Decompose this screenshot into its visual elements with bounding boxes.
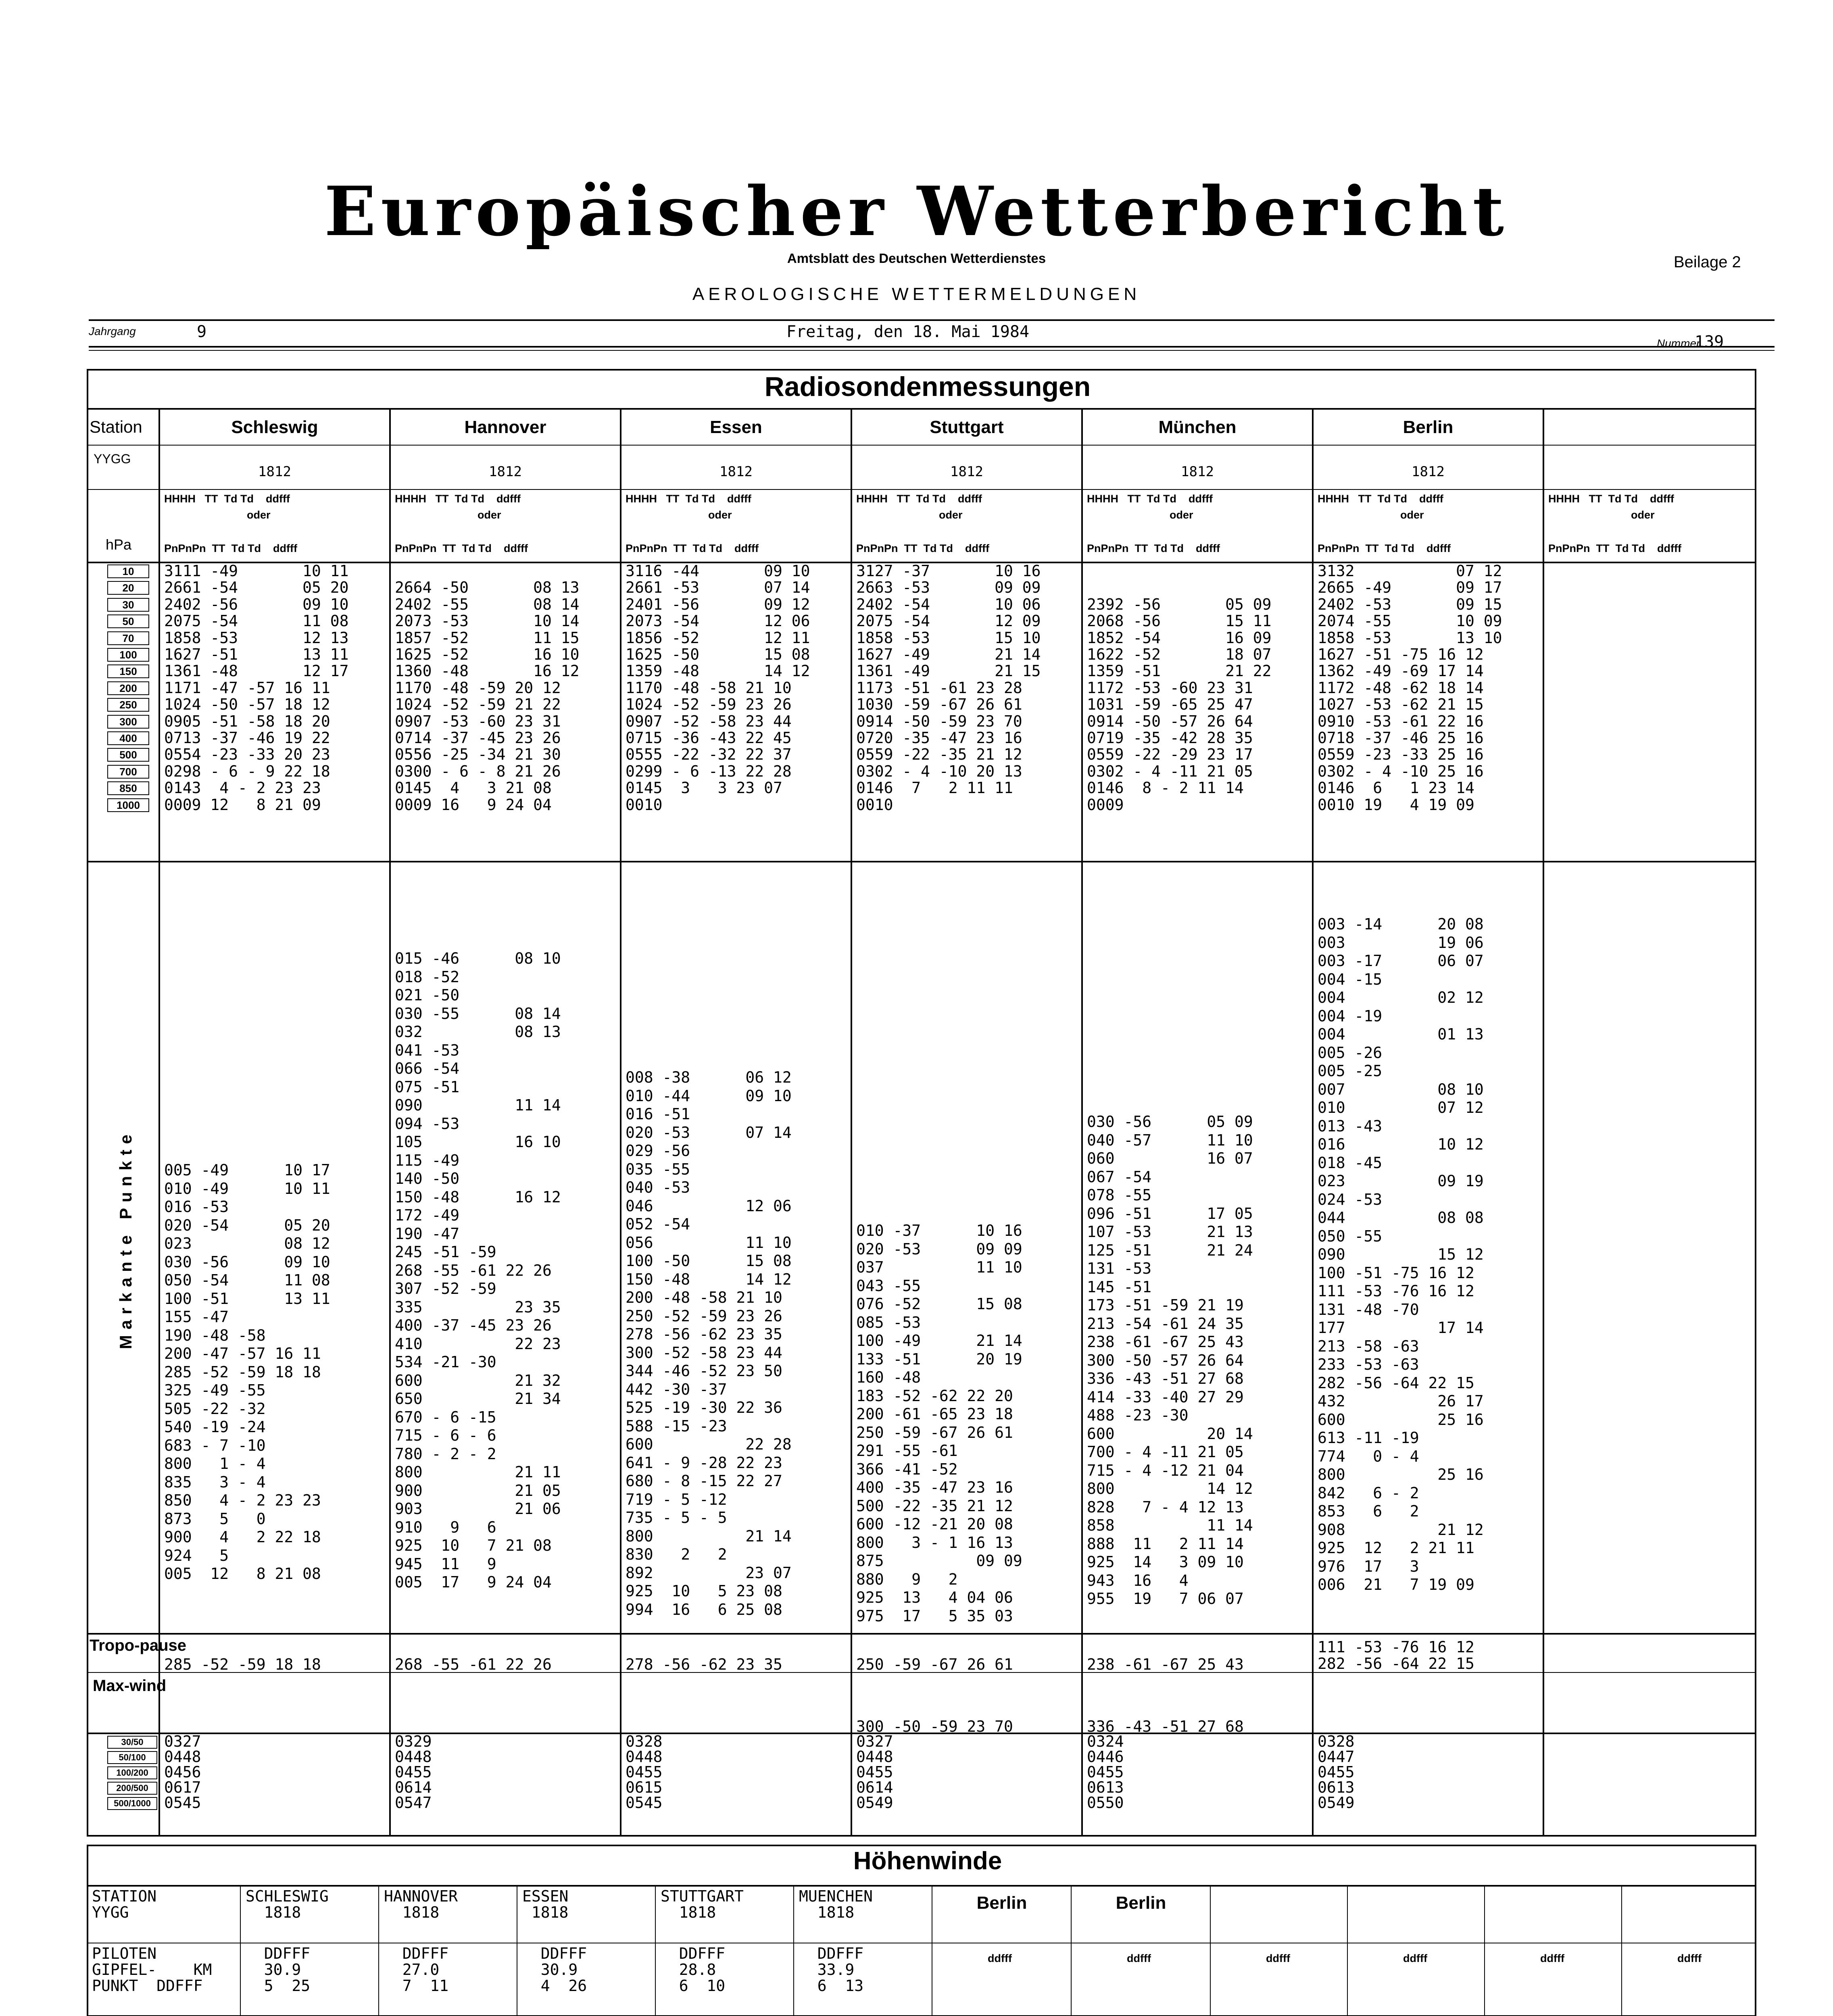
maxwind-data: 300 -50 -59 23 70 xyxy=(856,1718,1013,1735)
hw-station: MUENCHEN 1818 xyxy=(799,1887,873,1921)
hw-ddfff-header: ddfff xyxy=(1540,1952,1564,1964)
level-label: 20 xyxy=(107,581,149,595)
page-title: Europäischer Wetterbericht xyxy=(324,171,1509,251)
level-label: 30 xyxy=(107,598,149,612)
column-header-pnpn: PnPnPn TT Td Td ddfff xyxy=(1087,542,1220,554)
station-name: Essen xyxy=(710,417,762,437)
column-header-oder: oder xyxy=(939,509,963,521)
subtitle: Amtsblatt des Deutschen Wetterdienstes xyxy=(787,251,1046,266)
markante-punkte-data: 003 -14 20 08 003 19 06 003 -17 06 07 004 -15 004 02 12 004 -19 004 01 13 005 -26 005 -25 007 08 10 010 07 12 013 -43 016 10 12 018 -45 023 09 19 024 -53 044 08 08 050 -55 090 15 12 100 -51 -75 16 12 111 -53 -76 16 12 131 -48 -70 177 17 14 213 -58 -63 233 -53 -63 282 -56 -64 22 15 432 26 17 600 25 16 613 -11 -19 774 0 - 4 800 25 16 842 6 - 2 853 6 2 908 21 12 925 12 2 21 11 976 17 3 006 21 7 19 09 xyxy=(1318,915,1484,1593)
station-label: Station xyxy=(90,417,142,436)
section-heading: AEROLOGISCHE WETTERMELDUNGEN xyxy=(692,284,1141,304)
level-label: 500 xyxy=(107,748,149,762)
markante-punkte-data: 015 -46 08 10 018 -52 021 -50 030 -55 08 14 032 08 13 041 -53 066 -54 075 -51 090 11 14 094 -53 105 16 10 115 -49 140 -50 150 -48 16 12 172 -49 190 -47 245 -51 -59 268 -55 -61 22 26 307 -52 -59 335 23 35 400 -37 -45 23 26 410 22 23 534 -21 -30 600 21 32 650 21 34 670 - 6 -15 715 - 6 - 6 780 - 2 - 2 800 21 11 900 21 05 903 21 06 910 9 6 925 10 7 21 08 945 11 9 005 17 9 24 04 xyxy=(395,950,561,1591)
level-label: 1000 xyxy=(107,798,149,812)
hw-gipfel: DDFFF 27.0 7 11 xyxy=(402,1945,449,1995)
hw-gipfel: DDFFF 30.9 5 25 xyxy=(264,1945,311,1995)
level-label: 700 xyxy=(107,765,149,779)
hw-ddfff-header: ddfff xyxy=(1677,1952,1702,1964)
tropopause-data: 278 -56 -62 23 35 xyxy=(626,1656,782,1673)
level-label: 150 xyxy=(107,664,149,678)
layer-thickness-data: 0329 0448 0455 0614 0547 xyxy=(395,1733,432,1812)
station-time: 1812 xyxy=(1181,464,1214,480)
nummer-label: Nummer xyxy=(1657,337,1700,350)
column-header-oder: oder xyxy=(247,509,271,521)
layer-label: 100/200 xyxy=(107,1766,157,1779)
level-label: 50 xyxy=(107,614,149,628)
markante-punkte-data: 005 -49 10 17 010 -49 10 11 016 -53 020 -54 05 20 023 08 12 030 -56 09 10 050 -54 11 08 100 -51 13 11 155 -47 190 -48 -58 200 -47 -57 16 11 285 -52 -59 18 18 325 -49 -55 505 -22 -32 540 -19 -24 683 - 7 -10 800 1 - 4 835 3 - 4 850 4 - 2 23 23 873 5 0 900 4 2 22 18 924 5 005 12 8 21 08 xyxy=(164,1161,330,1583)
hw-station-label: STATION YYGG xyxy=(92,1887,157,1921)
nummer-value: 139 xyxy=(1695,333,1724,351)
hw-station: SCHLESWIG 1818 xyxy=(246,1887,329,1921)
level-label: 250 xyxy=(107,698,149,712)
hw-station-berlin: Berlin xyxy=(976,1893,1027,1913)
standard-levels-data: 3111 -49 10 11 2661 -54 05 20 2402 -56 09 10 2075 -54 11 08 1858 -53 12 13 1627 -51 13 11 1361 -48 12 17 1171 -47 -57 16 11 1024 -50 -57 18 12 0905 -51 -58 18 20 0713 -37 -46 19 22 0554 -23 -33 20 23 0298 - 6 - 9 22 18 0143 4 - 2 23 23 0009 12 8 21 09 xyxy=(164,562,349,814)
markante-punkte-data: 008 -38 06 12 010 -44 09 10 016 -51 020 -53 07 14 029 -56 035 -55 040 -53 046 12 06 052 -54 056 11 10 100 -50 15 08 150 -48 14 12 200 -48 -58 21 10 250 -52 -59 23 26 278 -56 -62 23 35 300 -52 -58 23 44 344 -46 -52 23 50 442 -30 -37 525 -19 -30 22 36 588 -15 -23 600 22 28 641 - 9 -28 22 23 680 - 8 -15 22 27 719 - 5 -12 735 - 5 - 5 800 21 14 830 2 2 892 23 07 925 10 5 23 08 994 16 6 25 08 xyxy=(626,1068,792,1618)
level-label: 70 xyxy=(107,631,149,645)
yygg-label: YYGG xyxy=(94,452,131,466)
hw-ddfff-header: ddfff xyxy=(1403,1952,1427,1964)
layer-label: 500/1000 xyxy=(107,1797,157,1810)
standard-levels-data: 3127 -37 10 16 2663 -53 09 09 2402 -54 10 06 2075 -54 12 09 1858 -53 15 10 1627 -49 21 14 1361 -49 21 15 1173 -51 -61 23 28 1030 -59 -67 26 61 0914 -50 -59 23 70 0720 -35 -47 23 16 0559 -22 -35 21 12 0302 - 4 -10 20 13 0146 7 2 11 11 0010 xyxy=(856,562,1041,814)
column-header-hhhh: HHHH TT Td Td ddfff xyxy=(626,493,751,505)
level-label: 400 xyxy=(107,731,149,745)
column-header-hhhh: HHHH TT Td Td ddfff xyxy=(1087,493,1213,505)
column-header-pnpn: PnPnPn TT Td Td ddfff xyxy=(856,542,989,554)
column-header-hhhh: HHHH TT Td Td ddfff xyxy=(395,493,521,505)
hw-gipfel: DDFFF 33.9 6 13 xyxy=(817,1945,864,1995)
tropopause-label: Tropo-pause xyxy=(90,1637,187,1654)
layer-thickness-data: 0327 0448 0455 0614 0549 xyxy=(856,1733,893,1812)
markante-punkte-label: Markante Punkte xyxy=(116,1129,135,1350)
station-name: Hannover xyxy=(464,417,546,437)
level-label: 200 xyxy=(107,681,149,695)
hw-gipfel: DDFFF 30.9 4 26 xyxy=(540,1945,587,1995)
tropopause-data: 111 -53 -76 16 12 282 -56 -64 22 15 xyxy=(1318,1638,1474,1673)
station-time: 1812 xyxy=(719,464,753,480)
column-header-hhhh: HHHH TT Td Td ddfff xyxy=(164,493,290,505)
level-label: 850 xyxy=(107,781,149,795)
layer-thickness-data: 0328 0447 0455 0613 0549 xyxy=(1318,1733,1355,1812)
station-name: München xyxy=(1158,417,1237,437)
station-time: 1812 xyxy=(258,464,291,480)
issue-date: Freitag, den 18. Mai 1984 xyxy=(786,323,1030,341)
station-name: Berlin xyxy=(1403,417,1453,437)
tropopause-data: 268 -55 -61 22 26 xyxy=(395,1656,552,1673)
column-header-pnpn: PnPnPn TT Td Td ddfff xyxy=(1548,542,1681,554)
layer-label: 30/50 xyxy=(107,1736,157,1749)
tropopause-data: 285 -52 -59 18 18 xyxy=(164,1656,321,1673)
column-header-pnpn: PnPnPn TT Td Td ddfff xyxy=(626,542,759,554)
hw-piloten-label: PILOTEN GIPFEL- KM PUNKT DDFFF xyxy=(92,1945,212,1995)
level-label: 100 xyxy=(107,648,149,662)
station-time: 1812 xyxy=(1412,464,1445,480)
column-header-oder: oder xyxy=(708,509,732,521)
hw-gipfel: DDFFF 28.8 6 10 xyxy=(679,1945,726,1995)
hw-station: STUTTGART 1818 xyxy=(661,1887,744,1921)
column-header-oder: oder xyxy=(1170,509,1193,521)
station-name: Stuttgart xyxy=(930,417,1004,437)
layer-label: 50/100 xyxy=(107,1751,157,1764)
tropopause-data: 238 -61 -67 25 43 xyxy=(1087,1656,1244,1673)
layer-label: 200/500 xyxy=(107,1782,157,1795)
station-time: 1812 xyxy=(950,464,983,480)
hw-station-berlin: Berlin xyxy=(1116,1893,1166,1913)
column-header-hhhh: HHHH TT Td Td ddfff xyxy=(1318,493,1443,505)
markante-punkte-data: 010 -37 10 16 020 -53 09 09 037 11 10 043 -55 076 -52 15 08 085 -53 100 -49 21 14 133 -51 20 19 160 -48 183 -52 -62 22 20 200 -61 -65 23 18 250 -59 -67 26 61 291 -55 -61 366 -41 -52 400 -35 -47 23 16 500 -22 -35 21 12 600 -12 -21 20 08 800 3 - 1 16 13 875 09 09 880 9 2 925 13 4 04 06 975 17 5 35 03 xyxy=(856,1222,1022,1625)
radiosonde-title: Radiosondenmessungen xyxy=(764,371,1091,402)
maxwind-data: 336 -43 -51 27 68 xyxy=(1087,1718,1244,1735)
layer-thickness-data: 0324 0446 0455 0613 0550 xyxy=(1087,1733,1124,1812)
column-header-oder: oder xyxy=(478,509,501,521)
level-label: 10 xyxy=(107,564,149,578)
column-header-hhhh: HHHH TT Td Td ddfff xyxy=(1548,493,1674,505)
level-label: 300 xyxy=(107,715,149,729)
hw-ddfff-header: ddfff xyxy=(1266,1952,1290,1964)
maxwind-label: Max-wind xyxy=(93,1677,167,1695)
column-header-oder: oder xyxy=(1400,509,1424,521)
station-time: 1812 xyxy=(489,464,522,480)
station-name: Schleswig xyxy=(231,417,318,437)
markante-punkte-data: 030 -56 05 09 040 -57 11 10 060 16 07 067 -54 078 -55 096 -51 17 05 107 -53 21 13 125 -51 21 24 131 -53 145 -51 173 -51 -59 21 19 213 -54 -61 24 35 238 -61 -67 25 43 300 -50 -57 26 64 336 -43 -51 27 68 414 -33 -40 27 29 488 -23 -30 600 20 14 700 - 4 -11 21 05 715 - 4 -12 21 04 800 14 12 828 7 - 4 12 13 858 11 14 888 11 2 11 14 925 14 3 09 10 943 16 4 955 19 7 06 07 xyxy=(1087,1113,1253,1608)
column-header-pnpn: PnPnPn TT Td Td ddfff xyxy=(1318,542,1451,554)
hw-ddfff-header: ddfff xyxy=(1127,1952,1151,1964)
hoehenwinde-title: Höhenwinde xyxy=(853,1847,1002,1875)
column-header-pnpn: PnPnPn TT Td Td ddfff xyxy=(395,542,528,554)
hw-station: ESSEN 1818 xyxy=(522,1887,569,1921)
layer-thickness-data: 0327 0448 0456 0617 0545 xyxy=(164,1733,201,1812)
standard-levels-data: 2392 -56 05 09 2068 -56 15 11 1852 -54 16 09 1622 -52 18 07 1359 -51 21 22 1172 -53 -60 23 31 1031 -59 -65 25 47 0914 -50 -57 26 64 0719 -35 -42 28 35 0559 -22 -29 23 17 0302 - 4 -11 21 05 0146 8 - 2 11 14 0009 xyxy=(1087,595,1272,814)
column-header-pnpn: PnPnPn TT Td Td ddfff xyxy=(164,542,297,554)
layer-thickness-data: 0328 0448 0455 0615 0545 xyxy=(626,1733,663,1812)
jahrgang-value: 9 xyxy=(197,323,207,341)
jahrgang-label: Jahrgang xyxy=(89,325,136,337)
standard-levels-data: 2664 -50 08 13 2402 -55 08 14 2073 -53 10 14 1857 -52 11 15 1625 -52 16 10 1360 -48 16 12 1170 -48 -59 20 12 1024 -52 -59 21 22 0907 -53 -60 23 31 0714 -37 -45 23 26 0556 -25 -34 21 30 0300 - 6 - 8 21 26 0145 4 3 21 08 0009 16 9 24 04 xyxy=(395,579,580,814)
standard-levels-data: 3116 -44 09 10 2661 -53 07 14 2401 -56 09 12 2073 -54 12 06 1856 -52 12 11 1625 -50 15 08 1359 -48 14 12 1170 -48 -58 21 10 1024 -52 -59 23 26 0907 -52 -58 23 44 0715 -36 -43 22 45 0555 -22 -32 22 37 0299 - 6 -13 22 28 0145 3 3 23 07 0010 xyxy=(626,562,810,814)
beilage-label: Beilage 2 xyxy=(1674,253,1741,271)
standard-levels-data: 3132 07 12 2665 -49 09 17 2402 -53 09 15 2074 -55 10 09 1858 -53 13 10 1627 -51 -75 16 12 1362 -49 -69 17 14 1172 -48 -62 18 14 1027 -53 -62 21 15 0910 -53 -61 22 16 0718 -37 -46 25 16 0559 -23 -33 25 16 0302 - 4 -10 25 16 0146 6 1 23 14 0010 19 4 19 09 xyxy=(1318,562,1502,814)
tropopause-data: 250 -59 -67 26 61 xyxy=(856,1656,1013,1673)
column-header-hhhh: HHHH TT Td Td ddfff xyxy=(856,493,982,505)
column-header-oder: oder xyxy=(1631,509,1655,521)
hw-station: HANNOVER 1818 xyxy=(384,1887,458,1921)
hw-ddfff-header: ddfff xyxy=(988,1952,1012,1964)
hpa-label: hPa xyxy=(106,536,132,553)
